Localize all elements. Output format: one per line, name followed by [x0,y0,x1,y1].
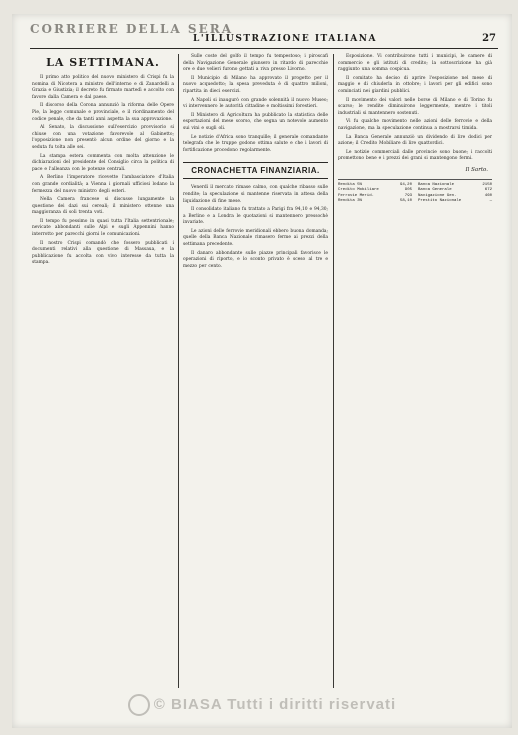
finance-paragraph: Venerdì il mercato rimase calmo, con qualche ribasso sulle rendite; la speculazione si mantenne riservata in attesa della liquidazione di fine mese. [183,185,328,204]
table-cell: 460 [484,193,492,198]
table-cell: 905 [404,188,412,193]
table-cell: Banca Nazionale [418,182,455,187]
table-row [418,199,492,205]
table-cell: 2150 [482,182,492,187]
watermark-logo-icon [128,694,150,716]
finance-paragraph: Il consolidato italiano fu trattato a Parigi fra 94,10 e 94,30; a Berlino e a Londra le quotazioni si mantennero pressochè invariate. [183,207,329,226]
article-paragraph: Le notizie d'Africa sono tranquille; il generale comandante telegrafa che le truppe godono ottima salute e che i lavori di fortificazione procedono regolarmente. [183,134,328,153]
article-paragraph: Il comitato ha deciso di aprire l'esposizione nel mese di maggio e di chiuderla in ottobre; i lavori per gli edifici sono cominciati nei giardini pubblici. [338,75,492,94]
article-paragraph: Il Municipio di Milano ha approvato il progetto per il nuovo acquedotto; la spesa preveduta è di quattro milioni, ripartita in dieci esercizi. [183,75,328,94]
column-middle [183,54,328,688]
signoff: Il Sarto. [465,166,488,173]
article-paragraph: A Napoli si inaugurò con grande solennità il nuovo Museo; vi intervennero le autorità cittadine e moltissimi forestieri. [183,97,328,110]
article-paragraph: La Banca Generale annunziò un dividendo di lire dodici per azione; il Credito Mobiliare di lire quattordici. [338,134,492,147]
table-cell: Rendita 3% [338,199,363,204]
article-paragraph: Il movimento dei valori nelle borse di Milano e di Torino fu scarso; le rendite diminuirono leggermente, mentre i titoli industriali si mantennero sostenuti. [338,97,492,116]
table-cell: 94,20 [399,182,412,187]
article-paragraph: A Berlino l'imperatore ricevette l'ambasciatore d'Italia con grande cordialità; a Vienna i giornali ufficiosi lodano la fermezza del nuovo ministro degli esteri. [32,175,174,194]
table-cell: Navigazione Gen. [418,193,457,198]
article-paragraph: Esposizione. Vi contribuirono tutti i municipi, le camere di commercio e gli istituti di credito; la sottoscrizione ha già raggiunto una somma cospicua. [338,54,492,73]
watermark-text: © BIASA Tutti i diritti riservati [153,695,397,713]
page-header [30,22,498,49]
table-cell: 58,10 [399,199,412,204]
table-cell: Ferrovie Merid. [338,193,375,198]
table-cell: Prestito Nazionale [418,199,462,204]
article-paragraph: Vi fu qualche movimento nelle azioni delle ferrovie e della navigazione, ma la speculazione continua a mostrarsi timida. [338,119,492,131]
copyright-watermark [12,694,512,716]
finance-paragraph: Le azioni delle ferrovie meridionali ebbero buona domanda; quelle della Banca Nazionale rimasero ferme ai prezzi della settimana precedente. [183,228,328,248]
article-paragraph: Le notizie commerciali dalle provincie sono buone; i raccolti promettono bene e i prezzi dei grani si mantengono fermi. [338,149,492,162]
article-paragraph: Il Ministero di Agricoltura ha pubblicato la statistica delle esportazioni del mese scorso, che segna un notevole aumento sui vini e sugli oli. [183,112,328,131]
article-paragraph: Sulle coste del golfo il tempo fu tempestoso; i piroscafi della Navigazione Generale giunsero in ritardo di parecchie ore e due velieri furono gettati a riva presso Livorno. [183,54,328,73]
masthead-fragment: CORRIERE DELLA SERA [30,22,234,36]
article-paragraph: Il tempo fu pessimo in quasi tutta l'Italia settentrionale; nevicate abbondanti sulle Alpi e sugli Appennini hanno interrotto per parecchi giorni le comunicazioni. [32,218,174,238]
column-right [338,54,492,688]
table-cell: — [489,199,492,204]
table-cell: 793 [404,193,412,198]
finance-paragraph: Il danaro abbondante sulle piazze principali favorisce le operazioni di riporto, e lo sconto privato è sceso al tre e mezzo per cento. [183,250,328,269]
table-cell: Rendita 5% [338,182,363,187]
article-paragraph: Il discorso della Corona annunziò la riforma delle Opere Pie, la legge comunale e provinciale, e il riordinamento del codice penale, che da tanti anni aspetta la sua approvazione. [32,103,174,122]
page-number: 27 [482,33,496,44]
article-paragraph: Al Senato, la discussione sull'esercizio provvisorio si chiuse con una votazione favorevole al Gabinetto; l'opposizione non presentò alcun ordine del giorno e la seduta fu tolta alle sei. [32,125,174,150]
newspaper-page [12,14,512,728]
column-left [32,54,174,688]
article-paragraph: Nella Camera francese si discusse lungamente la questione dei dazi sui cereali; il ministero ottenne una maggioranza di soli trenta voti. [32,197,174,216]
section-title-cronachetta: CRONACHETTA FINANZIARIA. [183,162,328,179]
section-title-settimana: LA SETTIMANA. [46,56,160,69]
journal-title: L'ILLUSTRAZIONE ITALIANA [193,34,377,44]
table-cell: Credito Mobiliare [338,188,379,193]
table-cell: Banca Generale [418,188,452,193]
column-rule [178,54,179,688]
table-cell: 672 [484,188,492,193]
article-paragraph: Il nostro Crispi comandò che fossero pubblicati i documenti relativi alla questione di Massaua, e la pubblicazione fu accolta con vivo interesse da tutta la stampa. [32,240,174,266]
article-paragraph: La stampa estera commenta con molta attenzione le dichiarazioni del presidente del Consiglio circa la politica di pace e l'alleanza con le potenze centrali. [32,153,174,172]
article-paragraph: Il primo atto politico del nuovo ministero di Crispi fu la nomina di Nicotera a ministro dell'interno e di Zanardelli a Grazia e Giustizia; il decreto fu firmato martedì e accolto con favore dalla Camera e dal paese. [32,75,174,100]
column-rule [333,54,334,688]
table-row [338,199,412,205]
quotations-table [338,179,492,205]
